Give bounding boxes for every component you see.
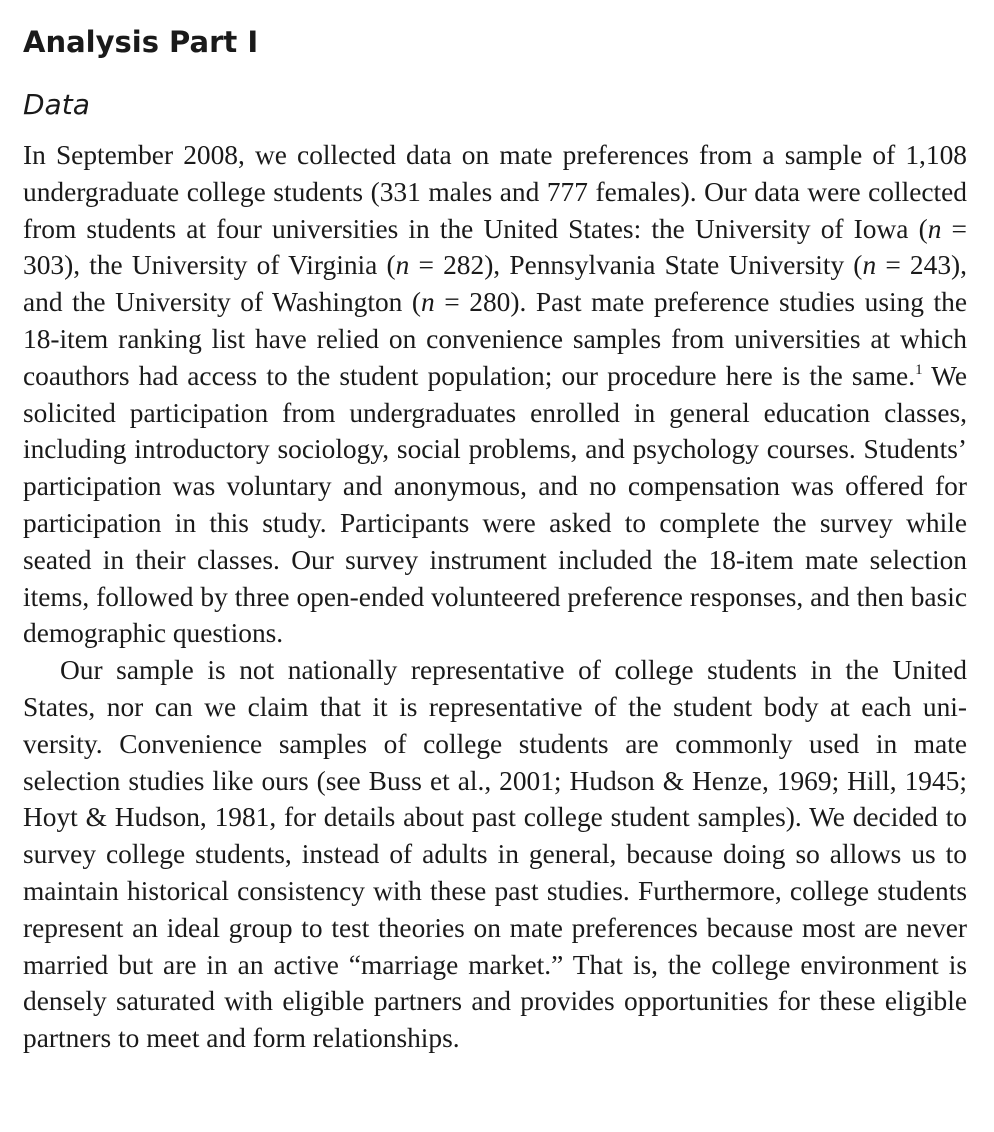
italic-n: n: [395, 250, 410, 281]
text-segment: = 243), and the University of Washington (: [23, 250, 967, 318]
paragraph-sample-representativeness: Our sample is not nationally representative of college students in the United States, nor can we claim that it is representative of the student body at each university. Convenience samples of college students are commonly used in mate selection studies like ours (see Buss et al., 2001; Hudson & Henze, 1969; Hill, 1945; Hoyt & Hudson, 1981, for details about past college student samples). We decided to survey college students, instead of adults in general, because doing so allows us to maintain historical consistency with these past studies. Furthermore, college students represent an ideal group to test theories on mate preferences because most are never married but are in an active “marriage market.” That is, the college environment is densely saturated with eligible partners and provides opportunities for these eligible partners to meet and form relationships.: [23, 655, 967, 1054]
italic-n: n: [862, 250, 877, 281]
text-segment: = 280). Past mate preference studies using the 18-item ranking list have relied on convenience samples from universities at which coauthors had access to the student population; our procedure here is the same.: [23, 287, 967, 391]
text-segment: In September 2008, we collected data on mate preferences from a sample of 1,108 undergraduate college students (331 males and 777 females). Our data were collected from students at four universities in the United States: the University of Iowa (: [23, 140, 967, 244]
paragraph-data-collection: [23, 137, 967, 652]
italic-n: n: [927, 213, 942, 244]
document-page: [23, 22, 967, 1057]
text-segment: We solicited participation from undergraduates enrolled in general education classes, including introductory sociology, social problems, and psychology courses. Students’ participation was voluntary and anonymous, and no compensation was offered for participation in this study. Participants were asked to complete the survey while seated in their classes. Our survey instrument included the 18-item mate selection items, followed by three open-ended volunteered preference responses, and then basic demographic questions.: [23, 360, 968, 649]
footnote-marker: 1: [915, 361, 923, 378]
text-segment: = 303), the University of Virginia (: [23, 213, 967, 281]
text-segment: = 282), Pennsylvania State University (: [409, 250, 863, 281]
section-title: Analysis Part I: [23, 25, 259, 59]
italic-n: n: [421, 287, 435, 318]
subsection-title: Data: [23, 88, 90, 121]
